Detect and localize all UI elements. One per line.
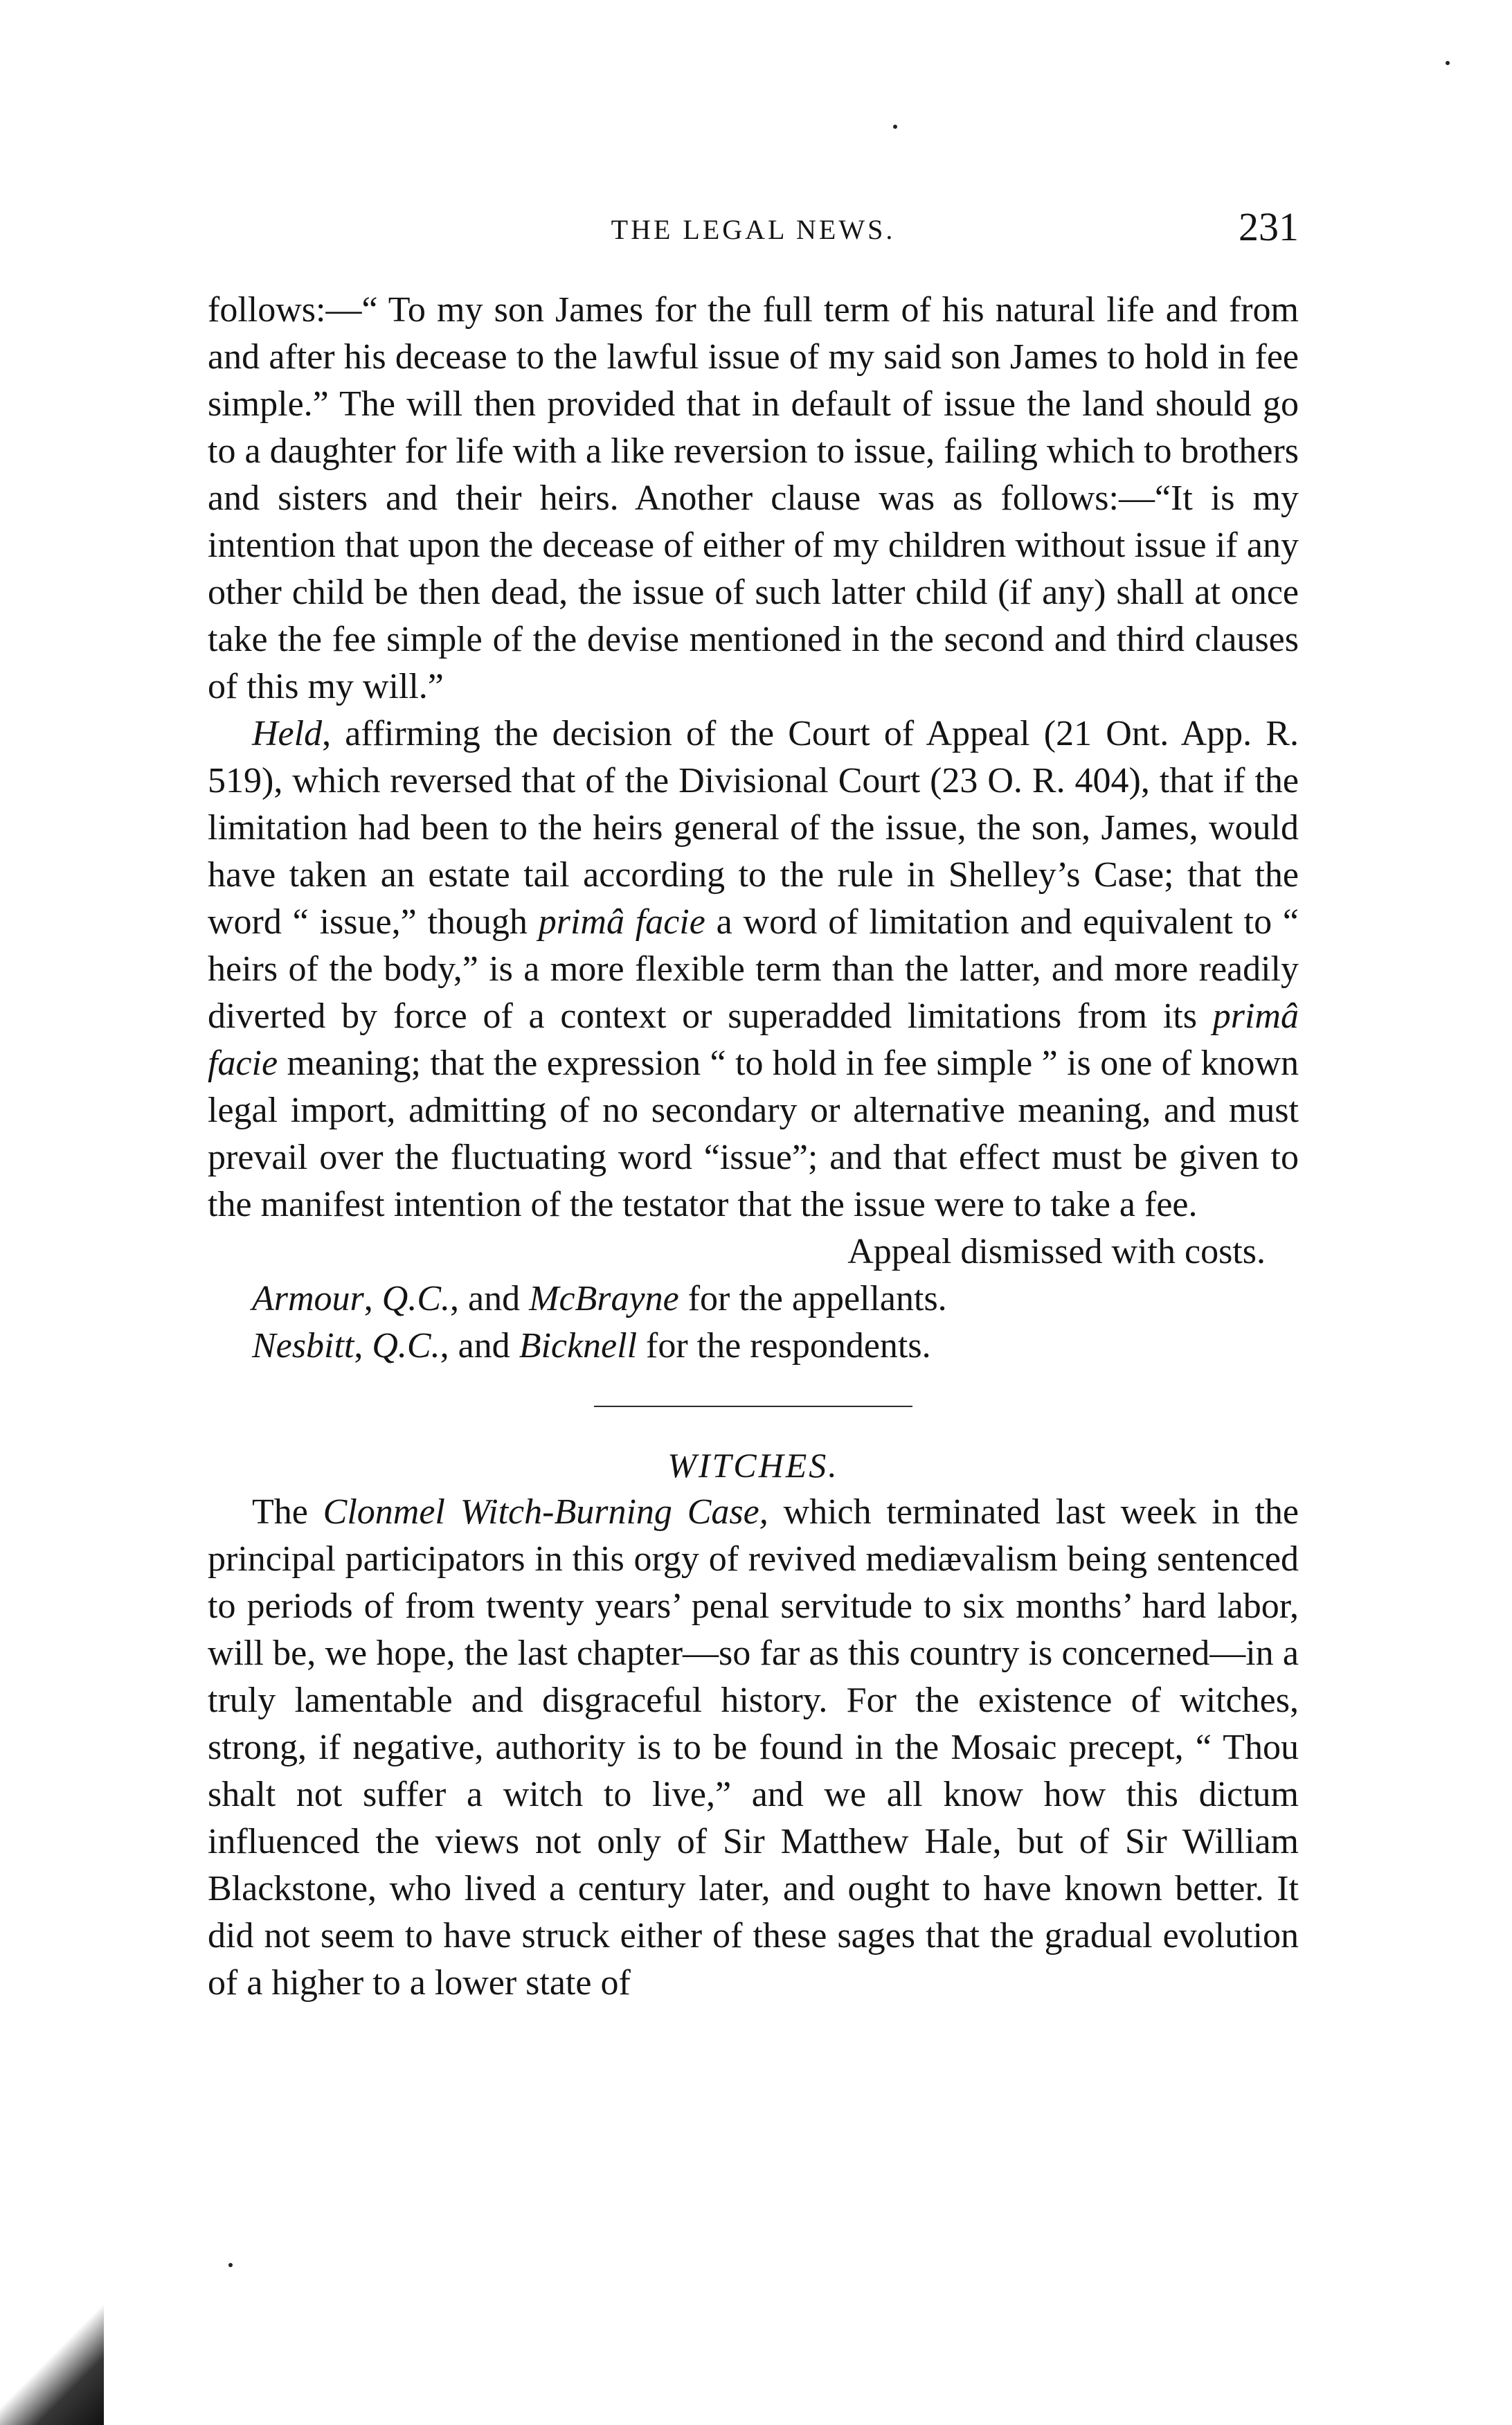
held-text-a: , affirming the decision of the Court of Appeal (21 Ont. App. R. 519), which reversed that of the Divisional Court (23 O. R. 404), that if the limitation had been to the heirs general of the issue, the son, James, would have taken an estate tail according to the rule in Shelley’s Case; that the word “ issue,” though: [208, 714, 1299, 942]
held-text-c: meaning; that the expression “ to hold in fee simple ” is one of known legal import, admitting of no secondary or alternative meaning, and must prevail over the fluctuating word “issue”; and that effect must be given to the manifest intention of the testator that the issue were to take a fee.: [208, 1044, 1299, 1224]
witches-paragraph: [208, 1489, 1299, 2007]
case-name: Clonmel Witch-Burning Case,: [323, 1492, 768, 1532]
page-body: [208, 287, 1299, 2007]
counsel-name: Nesbitt: [252, 1326, 354, 1366]
prima-facie-2: primâ facie: [208, 996, 1299, 1083]
held-text-b: a word of limitation and equivalent to “ heirs of the body,” is a more flexible term than the latter, and more readily diverted by force of a context or superadded limitations from its: [208, 902, 1299, 1036]
scan-shadow: [0, 2259, 104, 2425]
witches-lead: The: [252, 1492, 323, 1532]
counsel-name: Bicknell: [519, 1326, 638, 1366]
held-word: Held: [252, 714, 323, 753]
counsel-and: , and: [450, 1279, 530, 1318]
case-paragraph: follows:—“ To my son James for the full term of his natural life and from and after his decease to the lawful issue of my said son James to hold in fee simple.” The will then provided that in default of issue the land should go to a daughter for life with a like reversion to issue, failing which to brothers and sisters and their heirs. Another clause was as follows:—“It is my intention that upon the decease of either of my children without issue if any other child be then dead, the issue of such latter child (if any) shall at once take the fee simple of the devise mentioned in the second and third clauses of this my will.”: [208, 290, 1299, 706]
page-number: 231: [1239, 204, 1299, 249]
section-divider: [594, 1406, 912, 1407]
page-header: [208, 201, 1299, 256]
held-paragraph: [208, 710, 1299, 1228]
counsel-appellants: Armour, Q.C., and McBrayne for the appellants.: [252, 1279, 947, 1318]
running-head: THE LEGAL NEWS.: [611, 214, 896, 245]
witches-text: which terminated last week in the principal participators in this orgy of revived mediævalism being sentenced to periods of from twenty years’ penal servitude to six months’ hard labor, will be, we hope, the last chapter—so far as this country is concerned—in a truly lamentable and disgraceful history. For the existence of witches, strong, if negative, authority is to be found in the Mosaic precept, “ Thou shalt not suffer a witch to live,” and we all know how this dictum influenced the views not only of Sir Matthew Hale, but of Sir William Blackstone, who lived a century later, and ought to have known better. It did not seem to have struck either of these sages that the gradual evolution of a higher to a lower state of: [208, 1492, 1299, 2003]
counsel-rest: for the appellants.: [678, 1279, 947, 1318]
counsel-name: McBrayne: [529, 1279, 679, 1318]
counsel-and: , and: [440, 1326, 519, 1366]
prima-facie-1: primâ facie: [538, 902, 705, 942]
disposition: Appeal dismissed with costs.: [847, 1232, 1266, 1271]
counsel-title: Q.C.: [372, 1326, 440, 1366]
ink-speck: [1446, 61, 1450, 65]
section-title: WITCHES.: [667, 1446, 839, 1485]
counsel-respondents: Nesbitt, Q.C., and Bicknell for the respondents.: [252, 1326, 931, 1366]
counsel-title: Q.C.: [381, 1279, 451, 1318]
counsel-name: Armour: [252, 1279, 364, 1318]
counsel-rest: for the respondents.: [637, 1326, 931, 1366]
ink-speck: [228, 2263, 233, 2267]
ink-speck: [893, 125, 897, 129]
